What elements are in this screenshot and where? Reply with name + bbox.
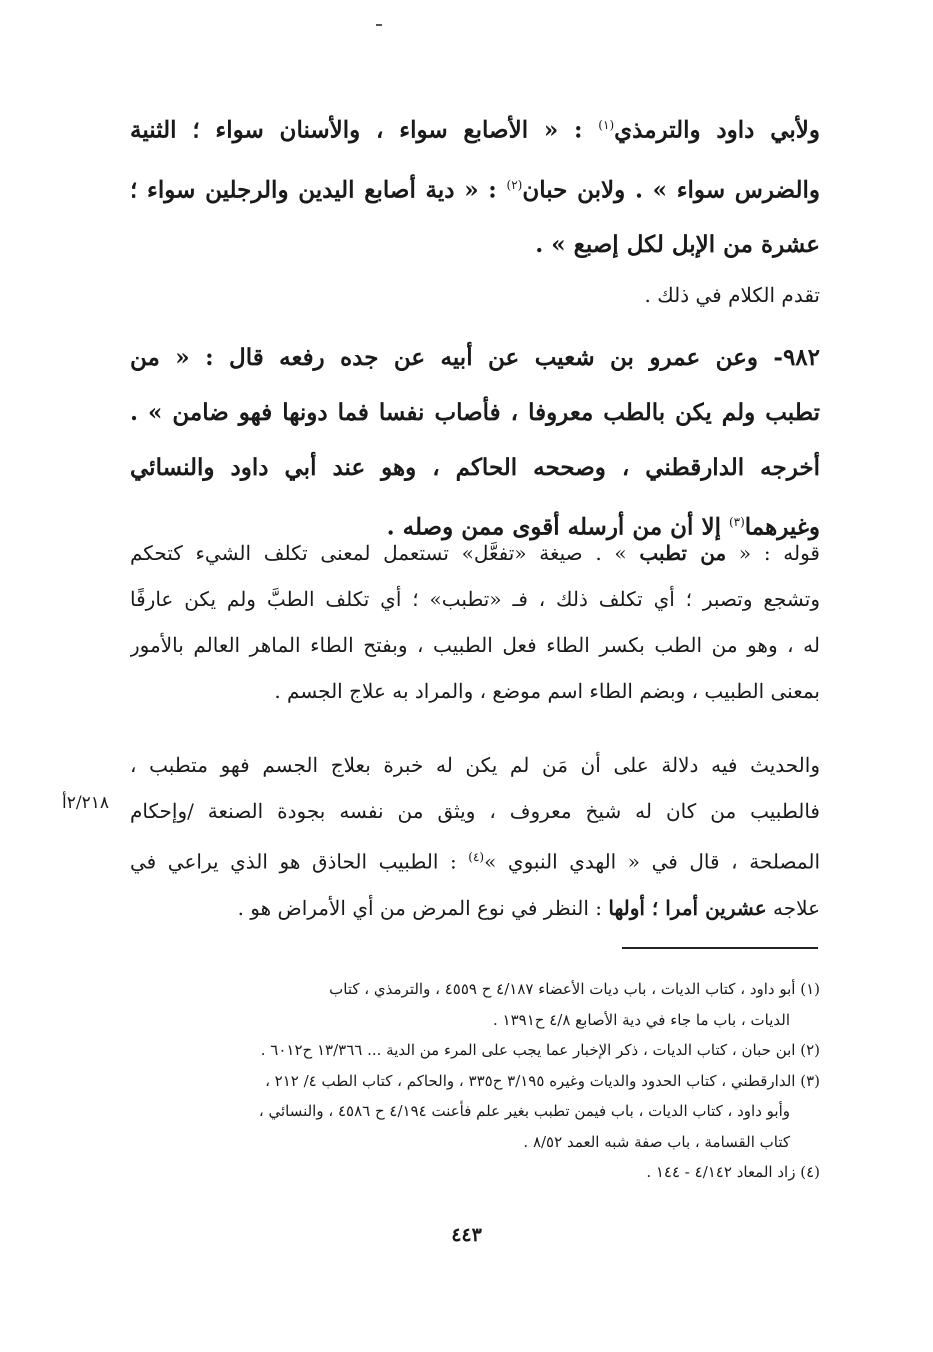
text-line: فالطبيب من كان له شيخ معروف ، ويثق من نفسه بجودة الصنعة /وإحكام bbox=[130, 799, 820, 823]
footnote-line: الديات ، باب ما جاء في دية الأصابع ٤/٨ ح١٣٩١ . bbox=[493, 1010, 790, 1029]
paragraph-hadith-982 bbox=[130, 330, 820, 555]
text-line: وتشجع وتصبر ؛ أي تكلف ذلك ، فـ «تطبب» ؛ أي تكلف الطبَّ ولم يكن عارفًا bbox=[130, 587, 820, 611]
keyword-bold: من تطبب bbox=[639, 541, 727, 565]
paragraph-explanation bbox=[130, 742, 820, 931]
page-number: ٤٤٣ bbox=[451, 1224, 482, 1246]
paragraph-commentary bbox=[130, 530, 820, 714]
footnote-line: (٣) الدارقطني ، كتاب الحدود والديات وغيره ٣/١٩٥ ح٣٣٥ ، والحاكم ، كتاب الطب ٤/ ٢١٢ ، bbox=[265, 1071, 820, 1090]
footnote-ref-4[interactable]: (٤) bbox=[468, 850, 485, 864]
footnote-line: وأبو داود ، كتاب الديات ، باب فيمن تطبب بغير علم فأعنت ٤/١٩٤ ح ٤٥٨٦ ، والنسائي ، bbox=[258, 1102, 790, 1120]
footnote-line: كتاب القسامة ، باب صفة شبه العمد ٨/٥٢ . bbox=[523, 1132, 790, 1151]
text-line: علاجه عشرين أمرا ؛ أولها : النظر في نوع المرض من أي الأمراض هو . bbox=[237, 895, 820, 920]
text-line: تقدم الكلام في ذلك . bbox=[644, 283, 820, 307]
text-line: وغيرهما$^{(٣)}$ إلا أن من أرسله أقوى ممن وصله . bbox=[386, 513, 820, 541]
text-line: أخرجه الدارقطني ، وصححه الحاكم ، وهو عند أبي داود والنسائي bbox=[130, 454, 820, 481]
text-line: والضرس سواء » . ولابن حبان$^{(٢)}$ : « دية أصابع اليدين والرجلين سواء ؛ bbox=[130, 176, 820, 204]
text-line: تطبب ولم يكن بالطب معروفا ، فأصاب نفسا فما دونها فهو ضامن » . bbox=[130, 399, 820, 426]
footnote-ref-2[interactable]: (٢) bbox=[506, 177, 523, 192]
top-mark bbox=[376, 24, 382, 26]
footnote-ref-3[interactable]: (٣) bbox=[728, 515, 745, 529]
footnote-line: (١) أبو داود ، كتاب الديات ، باب ديات الأعضاء ٤/١٨٧ ح ٤٥٥٩ ، والترمذي ، كتاب bbox=[329, 980, 820, 998]
text-line: ولأبي داود والترمذي$^{(١)}$ : « الأصابع سواء ، والأسنان سواء ؛ الثنية bbox=[130, 116, 820, 144]
text-line: قوله : « من تطبب » . صيغة «تفعَّل» تستعمل لمعنى تكلف الشيء كتحكم bbox=[130, 541, 820, 565]
text-line: بمعنى الطبيب ، وبضم الطاء اسم موضع ، والمراد به علاج الجسم . bbox=[274, 679, 820, 703]
footnotes bbox=[140, 974, 820, 1188]
paragraph-note bbox=[130, 272, 820, 318]
text-line: ٩٨٢- وعن عمرو بن شعيب عن أبيه عن جده رفعه قال : « من bbox=[130, 344, 820, 371]
text-line: المصلحة ، قال في « الهدي النبوي »$^{(٤)}$ : الطبيب الحاذق هو الذي يراعي في bbox=[130, 849, 820, 874]
text-line: له ، وهو من الطب بكسر الطاء فعل الطبيب ، وبفتح الطاء الماهر العالم بالأمور bbox=[130, 633, 820, 657]
paragraph-hadith-fingers bbox=[130, 98, 820, 272]
manuscript-margin-ref: ٢/٢١٨أ bbox=[62, 793, 109, 813]
footnote-divider bbox=[622, 947, 818, 949]
keyword-bold: عشرين أمرا ؛ أولها bbox=[608, 895, 767, 920]
footnote-line: (٢) ابن حبان ، كتاب الديات ، ذكر الإخبار عما يجب على المرء من الدية ... ١٣/٣٦٦ ح٦٠١٢ . bbox=[260, 1041, 820, 1059]
text-line: والحديث فيه دلالة على أن مَن لم يكن له خبرة بعلاج الجسم فهو متطبب ، bbox=[130, 753, 820, 777]
text-line: عشرة من الإبل لكل إصبع » . bbox=[535, 231, 820, 259]
footnote-ref-1[interactable]: (١) bbox=[598, 118, 615, 132]
footnote-line: (٤) زاد المعاد ٤/١٤٢ - ١٤٤ . bbox=[646, 1163, 820, 1181]
